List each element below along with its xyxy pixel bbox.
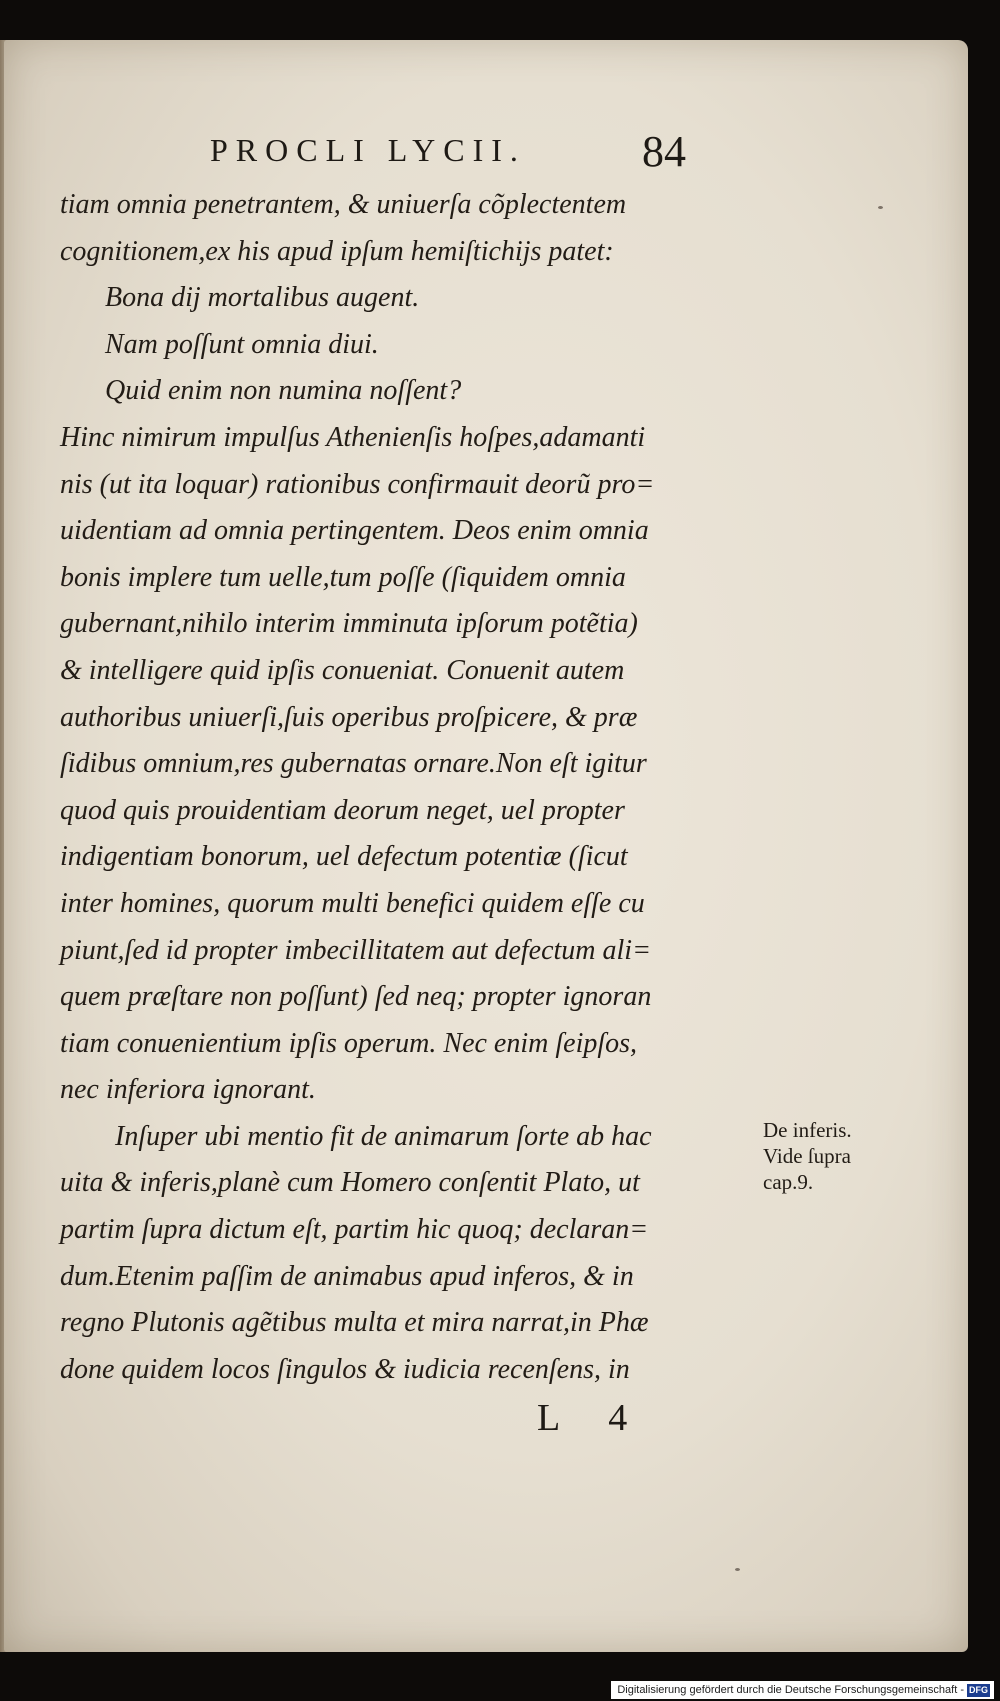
text-line: gubernant,nihilo interim imminuta ipſorum potẽtia) xyxy=(60,608,638,640)
text-line: nis (ut ita loquar) rationibus confirmauit deorũ pro= xyxy=(60,468,655,500)
signature-mark: L 4 xyxy=(537,1397,648,1439)
text-line: piunt,ſed id propter imbecillitatem aut defectum ali= xyxy=(60,934,651,966)
marginal-note-line: De inferis. xyxy=(763,1118,852,1142)
text-line: dum.Etenim paſſim de animabus apud inferos, & in xyxy=(60,1260,634,1292)
digitization-footer xyxy=(611,1681,994,1699)
footer-credit: Digitalisierung gefördert durch die Deutsche Forschungsgemeinschaft - xyxy=(617,1684,964,1696)
running-head: PROCLI LYCII. xyxy=(210,132,526,168)
marginal-note-line: cap.9. xyxy=(763,1170,814,1194)
folio-number: 84 xyxy=(642,127,686,176)
text-line: uidentiam ad omnia pertingentem. Deos enim omnia xyxy=(60,515,649,547)
text-line: Inſuper ubi mentio fit de animarum ſorte ab hac xyxy=(115,1120,652,1152)
text-line: inter homines, quorum multi benefici quidem eſſe cu xyxy=(60,887,645,919)
text-line: nec inferiora ignorant. xyxy=(60,1074,316,1106)
text-line: ſidibus omnium,res gubernatas ornare.Non eſt igitur xyxy=(60,748,647,780)
text-line: & intelligere quid ipſis conueniat. Conuenit autem xyxy=(60,654,625,686)
paper-speck xyxy=(735,1568,740,1571)
text-line: done quidem locos ſingulos & iudicia recenſens, in xyxy=(60,1353,630,1385)
text-line: bonis implere tum uelle,tum poſſe (ſiquidem omnia xyxy=(60,561,626,593)
text-line: cognitionem,ex his apud ipſum hemiſtichijs patet: xyxy=(60,235,614,267)
text-line: Bona dij mortalibus augent. xyxy=(105,282,420,314)
text-line: Quid enim non numina noſſent? xyxy=(105,375,462,407)
text-line: tiam conuenientium ipſis operum. Nec enim ſeipſos, xyxy=(60,1027,638,1059)
text-line: uita & inferis,planè cum Homero conſentit Plato, ut xyxy=(60,1167,640,1199)
text-line: authoribus uniuerſi,ſuis operibus proſpicere, & præ xyxy=(60,701,638,733)
text-line: Nam poſſunt omnia diui. xyxy=(105,328,379,360)
text-line: regno Plutonis agẽtibus multa et mira narrat,in Phæ xyxy=(60,1307,649,1339)
paper-speck xyxy=(878,206,883,209)
text-line: quem præſtare non poſſunt) ſed neq; propter ignoran xyxy=(60,981,652,1013)
marginal-note xyxy=(763,1117,913,1195)
body-text xyxy=(60,182,770,1393)
text-line: tiam omnia penetrantem, & uniuerſa cõplectentem xyxy=(60,189,627,220)
text-line: indigentiam bonorum, uel defectum potentiæ (ſicut xyxy=(60,841,628,873)
text-line: quod quis prouidentiam deorum neget, uel propter xyxy=(60,794,625,826)
text-line: Hinc nimirum impulſus Athenienſis hoſpes,adamanti xyxy=(60,421,646,453)
marginal-note-line: Vide ſupra xyxy=(763,1144,851,1168)
dfg-logo: DFG xyxy=(969,1684,988,1695)
text-line: partim ſupra dictum eſt, partim hic quoq; declaran= xyxy=(60,1214,649,1246)
